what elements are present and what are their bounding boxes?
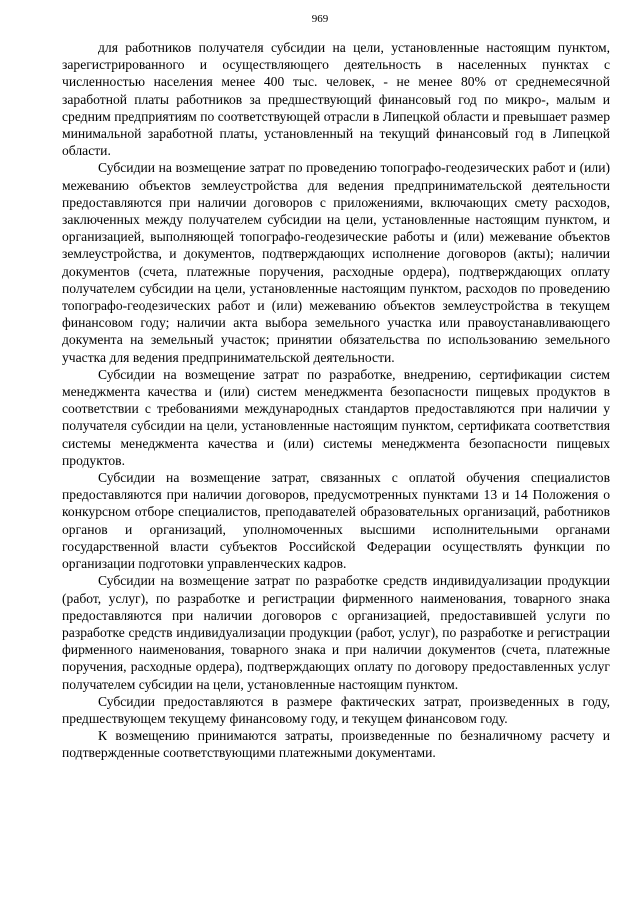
paragraph-training-subsidies: Субсидии на возмещение затрат, связанных с оплатой обучения специалистов предоставляются при наличии договоров, предусмотренных пунктами 13 и 14 Положения о конкурсном отборе специалистов, преподавателей образовательных организаций, работников органов и организаций, уполномоченных высшими исполнительными органами государственной власти субъектов Российской Федерации осуществлять функции по организации подготовки управленческих кадров. — [62, 470, 610, 572]
body-text — [62, 39, 610, 762]
page-number: 969 — [311, 13, 329, 25]
paragraph-continuation: для работников получателя субсидии на цели, установленные настоящим пунктом, зарегистрированного и осуществляющего деятельность в населенных пунктах с численностью населения менее 400 тыс. человек, - не менее 80% от среднемесячной заработной платы работников за предшествующий финансовый год по микро-, малым и средним предприятиям по соответствующей отрасли в Липецкой области и превышает размер минимальной заработной платы, установленный на текущий финансовый год в Липецкой области. — [62, 40, 610, 159]
paragraph-topographic-subsidies: Субсидии на возмещение затрат по проведению топографо-геодезических работ и (или) межеванию объектов землеустройства для ведения предпринимательской деятельности предоставляются при наличии договоров с приложениями, включающих смету расходов, заключенных между получателем субсидии на цели, установленные настоящим пунктом, и организацией, выполняющей топографо-геодезические работы и (или) межевание объектов землеустройства, и документов, подтверждающих исполнение договоров (акты); наличии документов (счета, платежные поручения, расходные ордера), подтверждающих оплату получателем субсидии на цели, установленные настоящим пунктом, расходов по проведению топографо-геодезических работ и (или) межеванию объектов землеустройства в текущем финансовом году; наличии акта выбора земельного участка или правоустанавливающего документа на земельный участок; принятии обязательства по использованию земельного участка для ведения предпринимательской деятельности. — [62, 160, 610, 365]
paragraph-subsidy-amount: Субсидии предоставляются в размере фактических затрат, произведенных в году, предшествующем текущему финансовому году, и текущем финансовом году. — [62, 693, 610, 726]
paragraph-branding-subsidies: Субсидии на возмещение затрат по разработке средств индивидуализации продукции (работ, услуг), по разработке и регистрации фирменного наименования, товарного знака предоставляются при наличии договоров с организацией, предоставившей услуги по разработке средств индивидуализации продукции (работ, услуг), по разработке и регистрации фирменного наименования, товарного знака и при наличии документов (счета, платежные поручения, расходные ордера), подтверждающих оплату по договору предоставленных услуг получателем субсидии на цели, установленные настоящим пунктом. — [62, 573, 610, 692]
paragraph-quality-management-subsidies: Субсидии на возмещение затрат по разработке, внедрению, сертификации систем менеджмента качества и (или) систем менеджмента безопасности пищевых продуктов в соответствии с требованиями международных стандартов предоставляются при наличии у получателя субсидии на цели, установленные настоящим пунктом, сертификата соответствия системы менеджмента качества и (или) системы менеджмента безопасности пищевых продуктов. — [62, 366, 610, 468]
paragraph-reimbursement-terms: К возмещению принимаются затраты, произведенные по безналичному расчету и подтвержденные соответствующими платежными документами. — [62, 728, 610, 761]
